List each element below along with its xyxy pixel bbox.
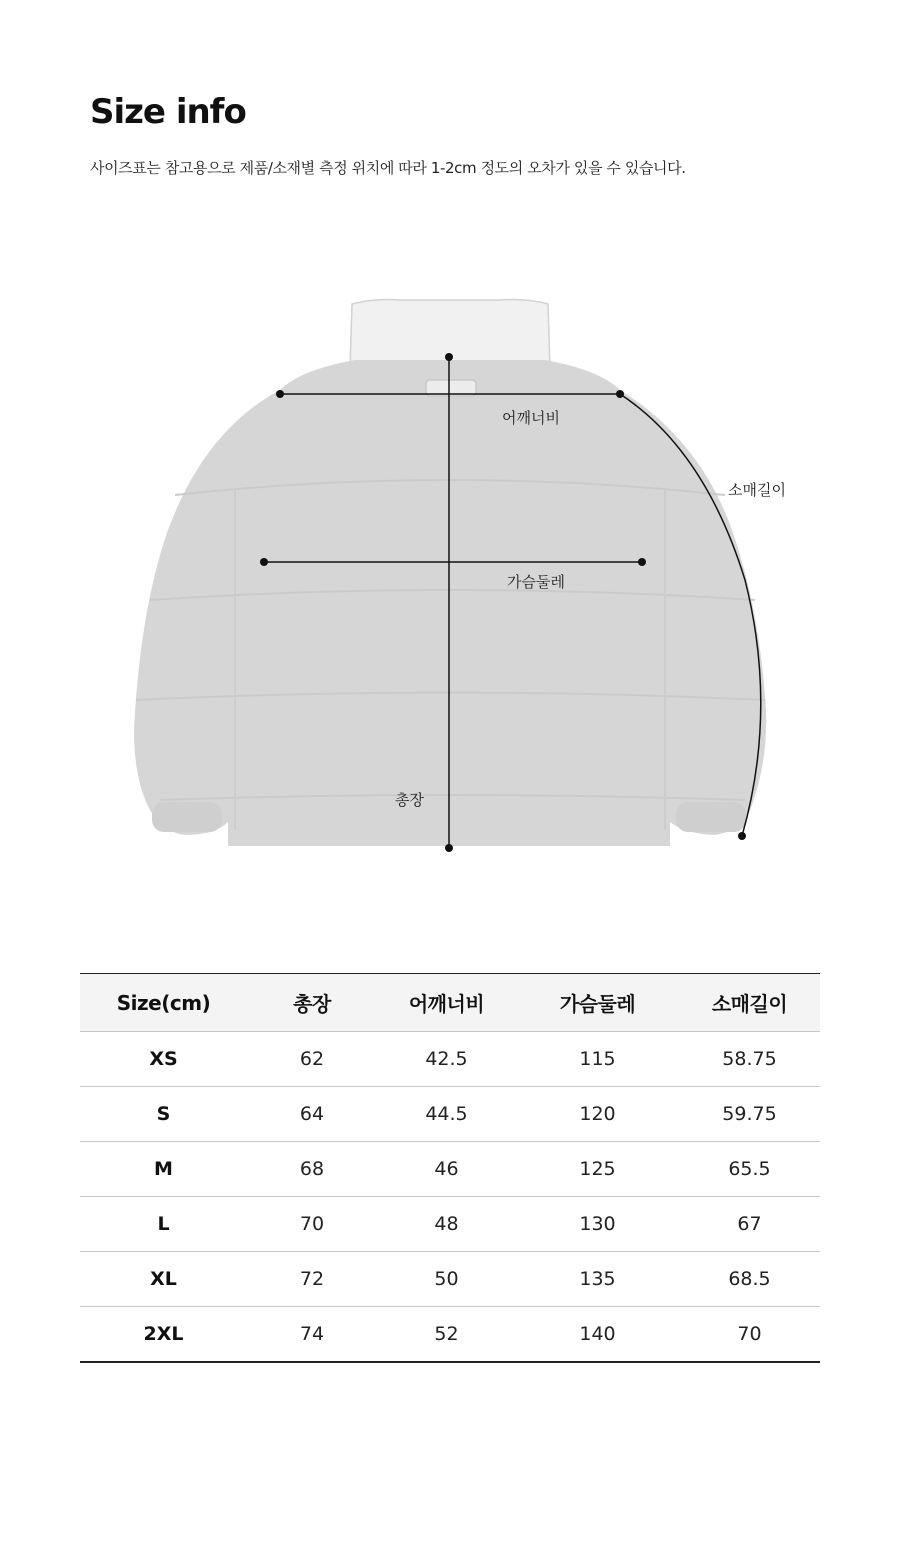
length-label: 총장: [395, 791, 424, 809]
sleeve-cell: 58.75: [679, 1032, 820, 1087]
length-cell: 68: [247, 1142, 377, 1197]
chest-cell: 125: [516, 1142, 679, 1197]
length-top-dot: [445, 353, 453, 361]
shoulder-cell: 48: [377, 1197, 516, 1252]
chest-cell: 135: [516, 1252, 679, 1307]
chest-left-dot: [260, 558, 268, 566]
length-cell: 70: [247, 1197, 377, 1252]
sleeve-cell: 70: [679, 1307, 820, 1363]
chest-cell: 140: [516, 1307, 679, 1363]
length-cell: 74: [247, 1307, 377, 1363]
header-sleeve: 소매길이: [679, 974, 820, 1032]
sleeve-cell: 68.5: [679, 1252, 820, 1307]
chest-cell: 130: [516, 1197, 679, 1252]
table-row: [80, 1307, 820, 1363]
chest-cell: 115: [516, 1032, 679, 1087]
size-notice: 사이즈표는 참고용으로 제품/소재별 측정 위치에 따라 1-2cm 정도의 오차가 있을 수 있습니다.: [90, 159, 686, 177]
right-cuff: [676, 802, 746, 832]
page-title: Size info: [90, 92, 246, 132]
jacket-measurement-diagram: [0, 290, 900, 870]
size-cell: XS: [80, 1032, 247, 1087]
length-bottom-dot: [445, 844, 453, 852]
chest-right-dot: [638, 558, 646, 566]
sleeve-cell: 59.75: [679, 1087, 820, 1142]
table-header-row: [80, 974, 820, 1032]
shoulder-cell: 42.5: [377, 1032, 516, 1087]
sleeve-label: 소매길이: [728, 481, 786, 499]
size-cell: L: [80, 1197, 247, 1252]
jacket-body: [134, 360, 766, 846]
shoulder-width-label: 어깨너비: [502, 409, 560, 427]
sleeve-cell: 65.5: [679, 1142, 820, 1197]
header-length: 총장: [247, 974, 377, 1032]
table-row: [80, 1087, 820, 1142]
shoulder-cell: 50: [377, 1252, 516, 1307]
sleeve-cell: 67: [679, 1197, 820, 1252]
chest-cell: 120: [516, 1087, 679, 1142]
sleeve-end-dot: [738, 832, 746, 840]
header-shoulder: 어깨너비: [377, 974, 516, 1032]
left-cuff: [152, 802, 222, 832]
table-row: [80, 1032, 820, 1087]
size-cell: 2XL: [80, 1307, 247, 1363]
table-row: [80, 1252, 820, 1307]
length-cell: 64: [247, 1087, 377, 1142]
size-table: [80, 973, 820, 1363]
shoulder-cell: 46: [377, 1142, 516, 1197]
jacket-illustration: [0, 290, 900, 870]
size-cell: M: [80, 1142, 247, 1197]
table-row: [80, 1142, 820, 1197]
size-cell: S: [80, 1087, 247, 1142]
shoulder-cell: 44.5: [377, 1087, 516, 1142]
length-cell: 62: [247, 1032, 377, 1087]
size-cell: XL: [80, 1252, 247, 1307]
shoulder-left-dot: [276, 390, 284, 398]
header-size: Size(cm): [80, 974, 247, 1032]
chest-label: 가슴둘레: [507, 573, 565, 591]
table-row: [80, 1197, 820, 1252]
length-cell: 72: [247, 1252, 377, 1307]
shoulder-cell: 52: [377, 1307, 516, 1363]
header-chest: 가슴둘레: [516, 974, 679, 1032]
